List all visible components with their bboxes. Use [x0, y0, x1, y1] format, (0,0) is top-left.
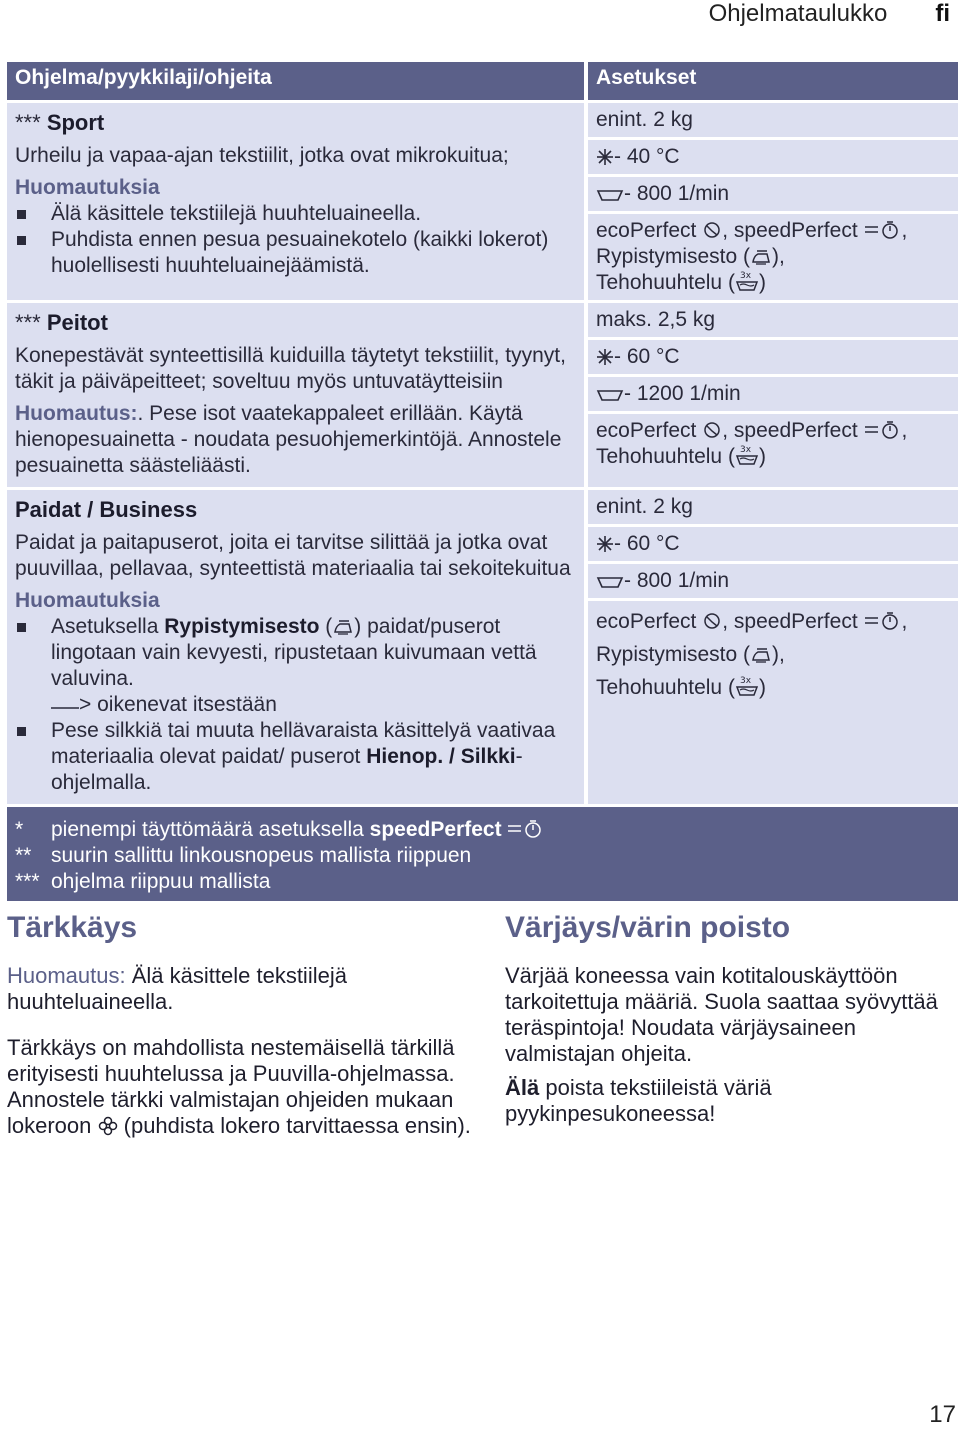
svg-text:3x: 3x	[739, 271, 752, 281]
table-row-peitot	[7, 300, 958, 487]
dye-warning-bold: Älä	[505, 1075, 540, 1100]
dye-warning-text: poista tekstiileistä väriä pyykinpesukoneessa!	[505, 1075, 772, 1126]
temperature-icon	[596, 348, 614, 366]
setting-temp-value: - 40 °C	[614, 145, 680, 168]
extra-rinse-icon	[735, 675, 759, 697]
note-list	[15, 718, 576, 796]
eco-perfect-icon	[702, 420, 722, 440]
setting-load: enint. 2 kg	[596, 108, 693, 131]
spin-icon	[596, 187, 624, 203]
option-rinse: Tehohuuhtelu (	[596, 445, 735, 468]
eco-perfect-icon	[702, 611, 722, 631]
option-speed: , speedPerfect	[722, 610, 858, 633]
list-item: Älä käsittele tekstiilejä huuhteluaineella.	[15, 201, 576, 227]
footnote-text: pienempi täyttömäärä asetuksella	[51, 818, 370, 841]
setting-options: ecoPerfect , speedPerfect , Rypistymisesto ( ), Tehohuuhtelu ( 3x )	[588, 598, 958, 804]
starch-body-end: (puhdista lokero tarvittaessa ensin).	[117, 1113, 471, 1138]
option-wrinkle: Rypistymisesto (	[596, 643, 751, 666]
setting-temp-value: - 60 °C	[614, 532, 680, 555]
note-heading: Huomautus:	[15, 402, 138, 425]
dye-heading: Värjäys/värin poisto	[505, 911, 791, 944]
setting-temp	[588, 524, 958, 561]
arrow-note	[15, 692, 576, 718]
program-cell	[7, 103, 588, 300]
starch-body	[7, 1035, 475, 1139]
setting-load: maks. 2,5 kg	[596, 308, 716, 331]
option-eco: ecoPerfect	[596, 419, 697, 442]
bullet-text: -ohjelmalla.	[51, 745, 523, 794]
setting-temp	[588, 137, 958, 174]
program-note	[15, 401, 576, 479]
iron-icon	[750, 248, 772, 266]
page-header	[709, 0, 950, 28]
settings-cell	[588, 490, 958, 804]
section-title: Ohjelmataulukko	[708, 0, 888, 27]
bullet-text: Asetuksella	[51, 615, 165, 638]
program-description: Urheilu ja vapaa-ajan tekstiilit, jotka ovat mikrokuitua;	[15, 144, 509, 167]
setting-spin-value: - 800 1/min	[624, 569, 730, 592]
bullet-text: ) paidat/puserot lingotaan vain kevyesti, ripustetaan kuivumaan vettä valuvina.	[51, 615, 537, 690]
setting-load: enint. 2 kg	[596, 495, 693, 518]
bullet-bold: Hienop. / Silkki	[366, 745, 516, 768]
iron-icon	[750, 646, 772, 664]
footnote-mark: **	[15, 844, 32, 867]
note-heading: Huomautuksia	[15, 176, 160, 199]
list-item	[15, 614, 576, 692]
table-row-sport	[7, 100, 958, 300]
footnote-text: ohjelma riippuu mallista	[51, 870, 271, 893]
program-title: Peitot	[46, 310, 108, 335]
setting-options: ecoPerfect , speedPerfect , Tehohuuhtelu ( 3x )	[588, 411, 958, 487]
program-stars: ***	[15, 310, 41, 335]
list-item: Puhdista ennen pesua pesuainekotelo (kaikki lokerot) huolellisesti huuhteluainejäämistä.	[15, 227, 576, 279]
extra-rinse-icon	[735, 444, 759, 466]
setting-spin-value: - 800 1/min	[624, 182, 730, 205]
softener-compartment-icon	[98, 1116, 118, 1136]
program-cell	[7, 303, 588, 487]
footnote	[15, 869, 950, 895]
header-settings: Asetukset	[596, 66, 697, 89]
footnote-text: suurin sallittu linkousnopeus mallista riippuen	[51, 844, 472, 867]
footnote	[15, 843, 950, 869]
temperature-icon	[596, 148, 614, 166]
setting-temp	[588, 337, 958, 374]
iron-icon	[332, 618, 354, 636]
starch-heading: Tärkkäys	[7, 911, 138, 944]
setting-spin-value: - 1200 1/min	[624, 382, 741, 405]
temperature-icon	[596, 535, 614, 553]
footnote-bold: speedPerfect	[369, 818, 502, 841]
option-eco: ecoPerfect	[596, 610, 697, 633]
spin-icon	[596, 387, 624, 403]
spin-icon	[596, 574, 624, 590]
speed-perfect-icon	[864, 220, 902, 240]
settings-cell	[588, 303, 958, 487]
bullet-bold: Rypistymisesto	[164, 615, 320, 638]
dye-paragraph: Värjää koneessa vain kotitalouskäyttöön tarkoitettuja määriä. Suola saattaa syövyttää teräspintoja! Noudata värjäysaineen valmistajan ohjeita.	[505, 963, 938, 1066]
list-item	[15, 718, 576, 796]
setting-temp-value: - 60 °C	[614, 345, 680, 368]
page-number: 17	[929, 1401, 956, 1428]
note-label: Huomautus:	[7, 963, 126, 988]
program-title: Paidat / Business	[15, 497, 198, 522]
program-title: Sport	[46, 110, 105, 135]
option-eco: ecoPerfect	[596, 219, 697, 242]
footnote	[15, 817, 950, 843]
option-wrinkle: Rypistymisesto (	[596, 245, 751, 268]
table-row-paidat	[7, 487, 958, 804]
starch-body-text: Tärkkäys on mahdollista nestemäisellä tärkillä erityisesti huuhtelussa ja Puuvilla-ohjelmassa. Annostele tärkki valmistajan ohjeiden mukaan lokeroon	[7, 1035, 455, 1138]
note-heading: Huomautuksia	[15, 589, 160, 612]
svg-text:3x: 3x	[739, 445, 752, 455]
program-table	[7, 62, 958, 901]
bullet-text: Pese silkkiä tai muuta hellävaraista käsittelyä vaativaa materiaalia olevat paidat/ puserot	[51, 719, 556, 768]
option-rinse: Tehohuuhtelu (	[596, 676, 735, 699]
arrow-icon	[51, 702, 79, 714]
dye-warning	[505, 1075, 960, 1127]
program-description: Paidat ja paitapuserot, joita ei tarvitse silittää ja jotka ovat puuvillaa, pellavaa, synteettistä materiaalia tai sekoitekuitua	[15, 531, 571, 580]
speed-perfect-icon	[507, 819, 545, 839]
footnote-mark: *	[15, 818, 24, 841]
starch-section	[7, 905, 505, 1159]
eco-perfect-icon	[702, 220, 722, 240]
setting-spin	[588, 561, 958, 598]
option-speed: , speedPerfect	[722, 219, 858, 242]
arrow-text: > oikenevat itsestään	[79, 693, 277, 716]
note-list	[15, 614, 576, 692]
setting-spin	[588, 374, 958, 411]
program-description: Konepestävät synteettisillä kuiduilla täytetyt tekstiilit, tyynyt, täkit ja päiväpeitteet; soveltuu myös untuvatäytteisiin	[15, 344, 566, 393]
note-text: Älä käsittele tekstiilejä huuhteluaineella.	[7, 963, 347, 1014]
option-rinse: Tehohuuhtelu (	[596, 271, 735, 294]
setting-spin	[588, 174, 958, 211]
speed-perfect-icon	[864, 611, 902, 631]
dye-section	[505, 905, 960, 1159]
table-header	[7, 62, 958, 100]
footnote-mark: ***	[15, 870, 40, 893]
svg-text:3x: 3x	[739, 676, 752, 686]
bottom-sections	[7, 905, 960, 1159]
option-speed: , speedPerfect	[722, 419, 858, 442]
program-stars: ***	[15, 110, 41, 135]
setting-options: ecoPerfect , speedPerfect , Rypistymisesto ( ), Tehohuuhtelu ( 3x )	[588, 211, 958, 300]
bullet-text: (	[319, 615, 333, 638]
note-text: . Pese isot vaatekappaleet erillään. Käytä hienopesuainetta - noudata pesuohjemerkintöjä. Annostele pesuainetta säästeliäästi.	[15, 402, 562, 477]
language-code: fi	[935, 0, 950, 27]
table-footnotes	[7, 804, 958, 901]
starch-note	[7, 963, 475, 1015]
program-cell	[7, 490, 588, 804]
settings-cell	[588, 103, 958, 300]
extra-rinse-icon	[735, 270, 759, 292]
note-list	[15, 201, 576, 279]
header-program: Ohjelma/pyykkilaji/ohjeita	[7, 62, 588, 100]
speed-perfect-icon	[864, 420, 902, 440]
